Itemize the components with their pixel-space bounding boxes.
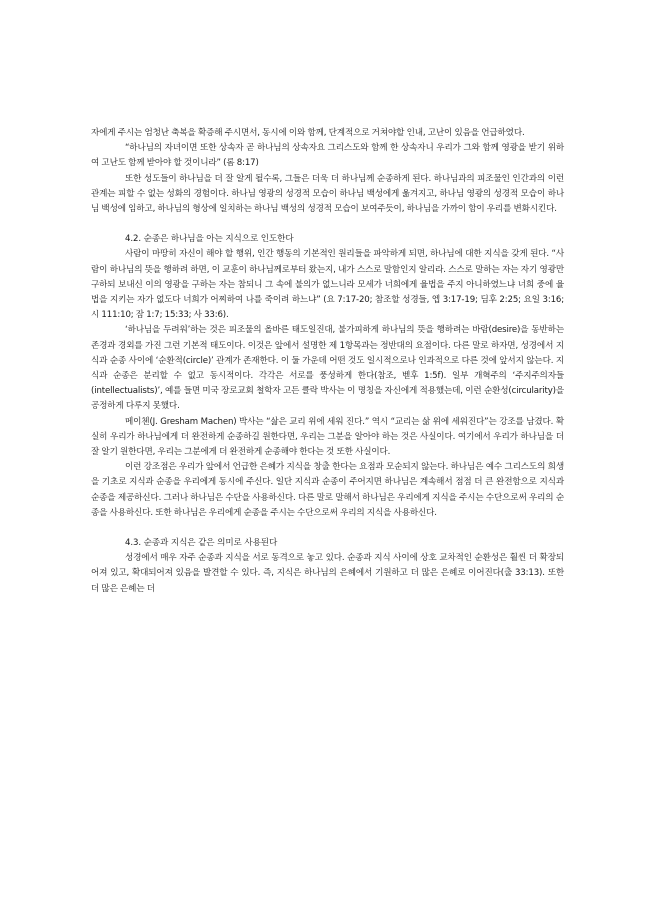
document-body [91,126,564,597]
section-heading-4-3: 4.3. 순종과 지식은 같은 의미로 사용된다 [125,538,278,549]
paragraph: ‘하나님을 두려워’하는 것은 피조물의 올바른 태도일진대, 불가피하게 하나님의 뜻을 행하려는 바람(desire)을 동반하는 존경과 경외를 가진 그런 기본적 태도이다. 이것은 앞에서 설명한 제 1항목과는 정반대의 요점이다. 다른 말로 하자면, 성경에서 지식과 순종 사이에 ‘순환적(circle)’ 관계가 존재한다. 이 둘 가운데 어떤 것도 일시적으로나 인과적으로 다른 것에 앞서지 않는다. 지식과 순종은 분리할 수 없고 동시적이다. 각각은 서로를 풍성하게 한다(참조, 벧후 1:5f). 일부 개혁주의 ‘주지주의자들(intellectualists)’, 예를 들면 미국 장로교회 철학자 고든 클락 박사는 이 명칭을 자신에게 적용했는데, 이런 순환성(circularity)을 공정하게 다루지 못했다. [91,325,564,412]
paragraph-continuation: 자에게 주시는 엄청난 축복을 확증해 주시면서, 동시에 이와 함께, 단계적으로 거쳐야할 인내, 고난이 있음을 언급하였다. [91,128,525,138]
paragraph: 또한 성도들이 하나님을 더 잘 알게 될수록, 그들은 더욱 더 하나님께 순종하게 된다. 하나님과의 피조물인 인간과의 이런 관계는 피할 수 없는 성화의 경험이다. 하나님 영광의 성경적 모습이 하나님 백성에게 옮겨지고, 하나님 영광의 성경적 모습이 하나님 백성에 임하고, 하나님의 형상에 일치하는 하나님 백성의 성경적 모습이 보여주듯이, 하나님을 가까이 함이 우리를 변화시킨다. [91,173,564,215]
section-heading-4-2: 4.2. 순종은 하나님을 아는 지식으로 인도한다 [125,234,294,245]
scripture-quote: “하나님의 자녀이면 또한 상속자 곧 하나님의 상속자요 그리스도와 함께 한 상속자니 우리가 그와 함께 영광을 받기 위하여 고난도 함께 받아야 할 것이니라” (롬 8:17) [91,143,564,169]
paragraph: 메이첸(J. Gresham Machen) 박사는 “삶은 교리 위에 세워 진다.” 역시 “교리는 삶 위에 세워진다”는 강조를 남겼다. 확실히 우리가 하나님에게 더 완전하게 순종하길 원한다면, 우리는 그분을 알아야 하는 것은 사실이다. 여기에서 우리가 하나님을 더 잘 알기 원한다면, 우리는 그분에게 더 완전하게 순종해야 한다는 것 또한 사실이다. [91,416,564,458]
section-spacer [91,217,564,232]
section-spacer [91,521,564,536]
paragraph: 성경에서 매우 자주 순종과 지식을 서로 동격으로 놓고 있다. 순종과 지식 사이에 상호 교차적인 순환성은 훨씬 더 확장되어져 있고, 확대되어져 있음을 발견할 수 있다. 즉, 지식은 하나님의 은혜에서 기원하고 더 많은 은혜로 이어진다(출 33:13). 또한 더 많은 은혜는 더 [91,553,564,594]
paragraph: 사람이 마땅히 자신이 해야 할 행위, 인간 행동의 기본적인 원리들을 파악하게 되면, 하나님에 대한 지식을 갖게 된다. “사람이 하나님의 뜻을 행하려 하면, 이 교훈이 하나님께로부터 왔는지, 내가 스스로 말함인지 알리라. 스스로 말하는 자는 자기 영광만 구하되 보내신 이의 영광을 구하는 자는 참되니 그 속에 불의가 없느니라 모세가 너희에게 율법을 주지 아니하였느냐 너희 중에 율법을 지키는 자가 없도다 너희가 어찌하여 나를 죽이려 하느냐” (요 7:17-20; 참조할 성경들, 엡 3:17-19; 딤후 2:25; 요일 3:16; 시 111:10; 잠 1:7; 15:33; 사 33:6). [91,249,564,321]
paragraph: 이런 강조점은 우리가 앞에서 언급한 은혜가 지식을 창출 한다는 요점과 모순되지 않는다. 하나님은 예수 그리스도의 희생을 기초로 지식과 순종을 우리에게 동시에 주신다. 일단 지식과 순종이 주어지면 하나님은 계속해서 점점 더 큰 완전함으로 지식과 순종을 제공하신다. 그러나 하나님은 수단을 사용하신다. 다른 말로 말해서 하나님은 우리에게 지식을 주시는 수단으로써 우리의 순종을 사용하신다. 또한 하나님은 우리에게 순종을 주시는 수단으로써 우리의 지식을 사용하신다. [91,462,564,518]
